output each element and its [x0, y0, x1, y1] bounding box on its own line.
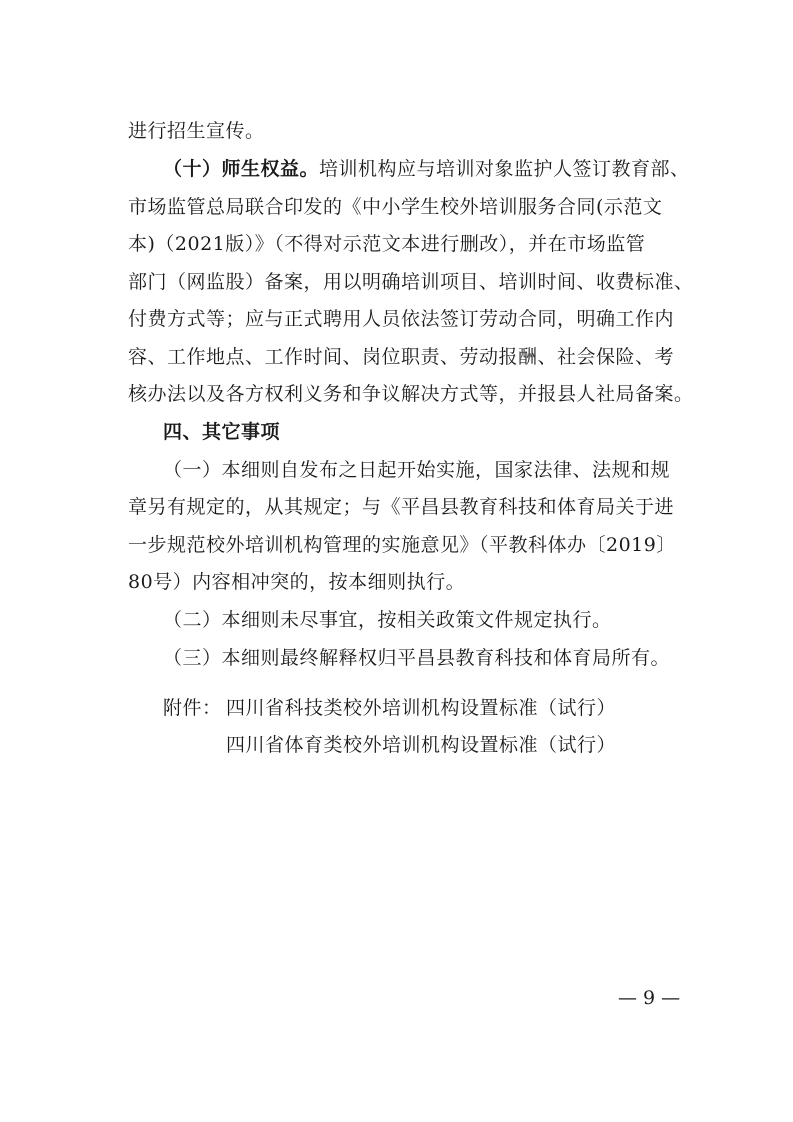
- section-4-heading: 四、其它事项: [163, 421, 281, 443]
- section-10-text: 培训机构应与培训对象监护人签订教育部、: [319, 158, 690, 180]
- text-line: 容、工作地点、工作时间、岗位职责、劳动报酬、社会保险、考: [128, 346, 675, 368]
- page-number: — 9 —: [618, 987, 681, 1009]
- attachment-item: 四川省科技类校外培训机构设置标准（试行）: [226, 697, 617, 719]
- item-line: （二）本细则未尽事宜，按相关政策文件规定执行。: [163, 609, 612, 631]
- text-line: 本)（2021版）》（不得对示范文本进行删改），并在市场监管: [128, 233, 646, 255]
- text-line: 核办法以及各方权利义务和争议解决方式等，并报县人社局备案。: [128, 383, 694, 405]
- text-line: 部门（网监股）备案，用以明确培训项目、培训时间、收费标准、: [128, 271, 694, 293]
- section-10-title: （十）师生权益。: [163, 158, 320, 180]
- item-line: （一）本细则自发布之日起开始实施，国家法律、法规和规: [163, 459, 671, 481]
- item-line: 章另有规定的，从其规定；与《平昌县教育科技和体育局关于进: [128, 496, 675, 518]
- item-line: 一步规范校外培训机构管理的实施意见》（平教科体办〔2019〕: [128, 534, 676, 556]
- text-line: 进行招生宣传。: [128, 120, 265, 142]
- attachment-label: 附件：: [163, 697, 222, 719]
- attachment-item: 四川省体育类校外培训机构设置标准（试行）: [226, 734, 617, 756]
- item-line: 80号）内容相冲突的，按本细则执行。: [128, 571, 466, 593]
- text-line: 市场监管总局联合印发的《中小学生校外培训服务合同(示范文: [128, 196, 663, 218]
- section-10-paragraph: [163, 157, 690, 181]
- item-line: （三）本细则最终解释权归平昌县教育科技和体育局所有。: [163, 647, 671, 669]
- text-line: 付费方式等；应与正式聘用人员依法签订劳动合同，明确工作内: [128, 308, 675, 330]
